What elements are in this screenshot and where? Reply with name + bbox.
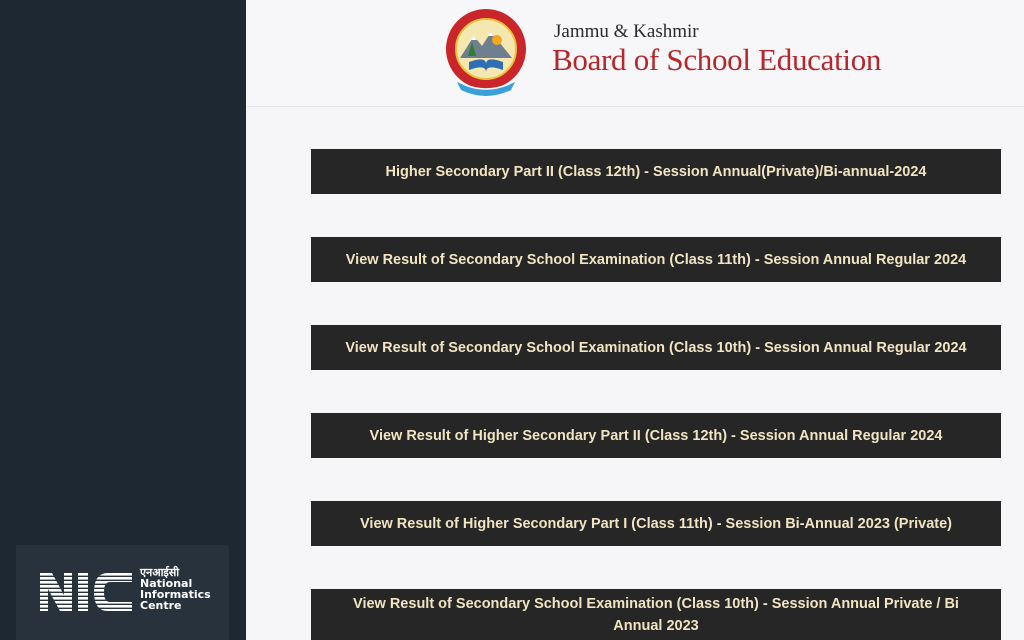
nic-logo-icon	[38, 569, 134, 615]
result-link-button[interactable]: View Result of Higher Secondary Part II (Class 12th) - Session Annual Regular 2024	[311, 413, 1001, 458]
board-name-title: Board of School Education	[552, 42, 882, 77]
result-link-button[interactable]: View Result of Higher Secondary Part I (Class 11th) - Session Bi-Annual 2023 (Private)	[311, 501, 1001, 546]
nic-line-centre: Centre	[140, 599, 182, 612]
result-link-button[interactable]: Higher Secondary Part II (Class 12th) - Session Annual(Private)/Bi-annual-2024	[311, 149, 1001, 194]
main-content	[247, 0, 1024, 640]
result-link-button[interactable]: View Result of Secondary School Examination (Class 11th) - Session Annual Regular 2024	[311, 237, 1001, 282]
sidebar	[0, 0, 246, 640]
result-link-button[interactable]: View Result of Secondary School Examination (Class 10th) - Session Annual Private / Bi Annual 2023	[311, 589, 1001, 640]
nic-hindi-label: एनआईसी	[140, 566, 180, 579]
nic-line-informatics: Informatics	[140, 588, 211, 601]
board-emblem-icon[interactable]	[441, 6, 531, 96]
result-link-button[interactable]: View Result of Secondary School Examination (Class 10th) - Session Annual Regular 2024	[311, 325, 1001, 370]
board-state-title: Jammu & Kashmir	[554, 21, 699, 42]
nic-line-national: National	[140, 577, 193, 590]
nic-text	[140, 567, 211, 611]
nic-branding[interactable]	[16, 545, 229, 640]
page-header	[247, 0, 1024, 107]
